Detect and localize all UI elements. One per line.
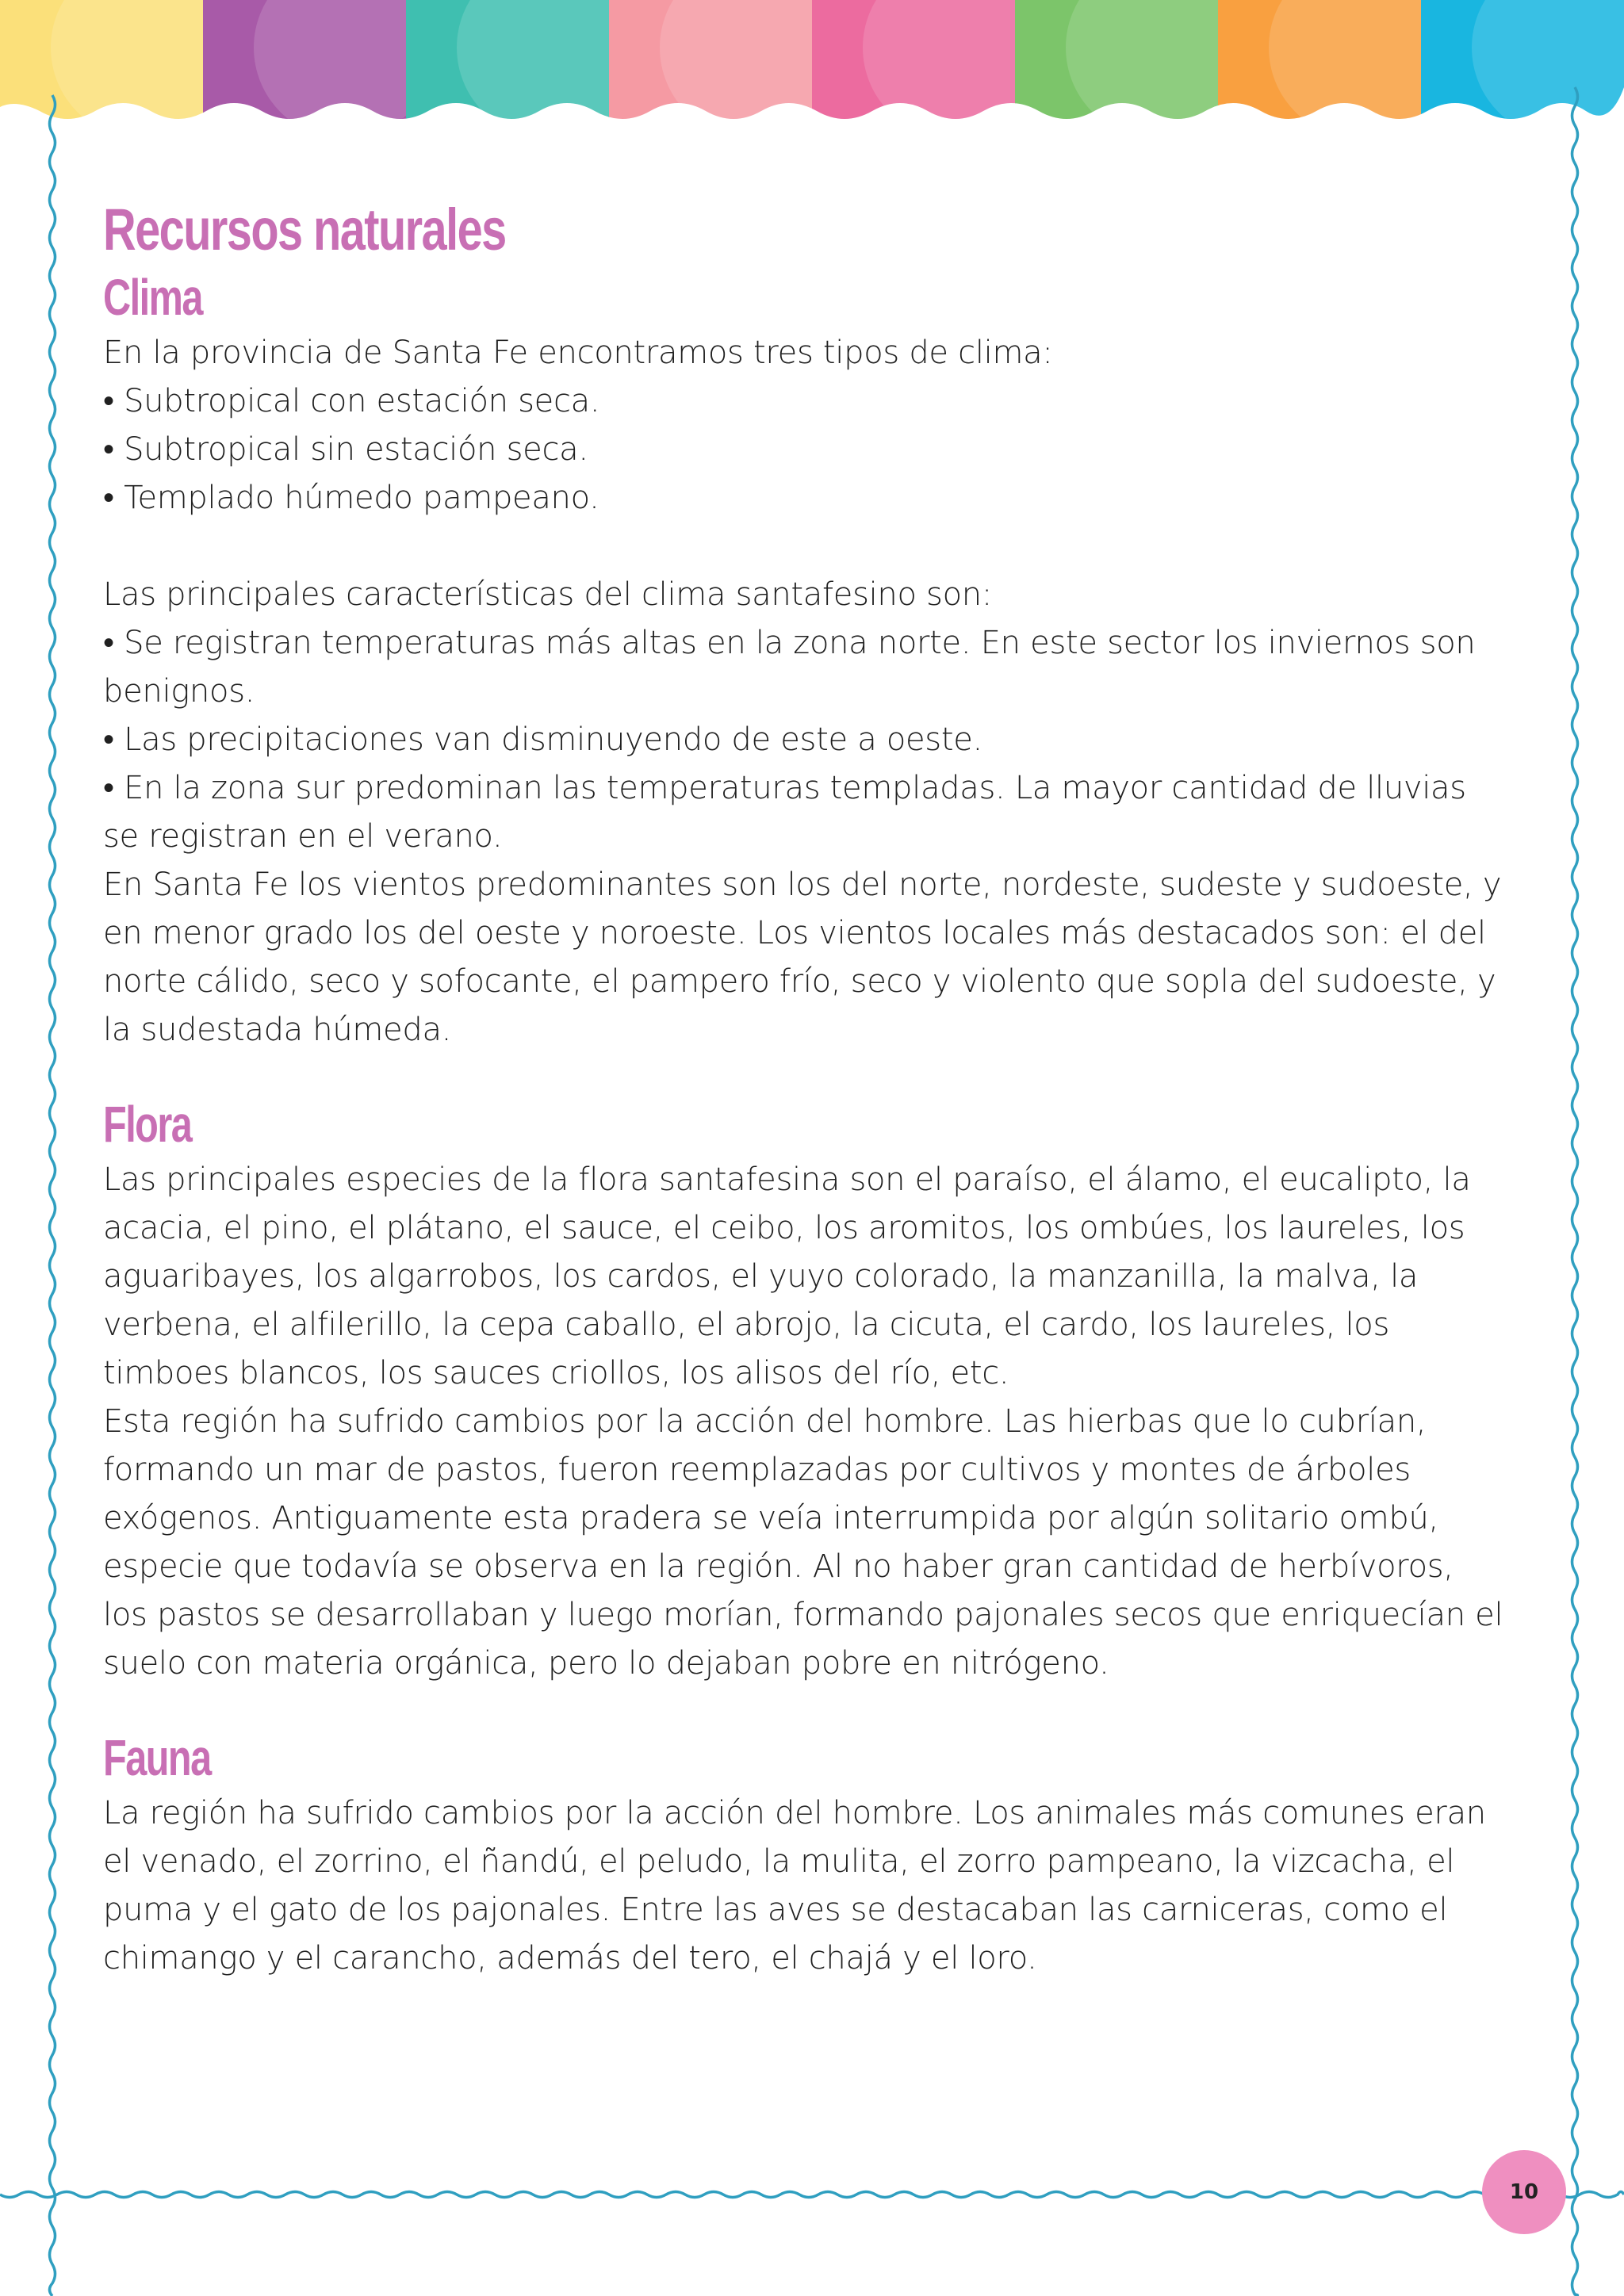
flora-species-paragraph: Las principales especies de la flora santafesina son el paraíso, el álamo, el eucalipto, la acacia, el pino, el plátano, el sauce, el ceibo, los aromitos, los ombúes, los laureles, los aguaribayes, los algarrobos, los cardos, el yuyo colorado, la manzanilla, la malva, la verbena, el alfilerillo, la cepa caballo, el abrojo, la cicuta, el cardo, los laureles, los timboes blancos, los sauces criollos, los alisos del río, etc. bbox=[103, 1161, 1471, 1391]
clima-characteristic-item: • Se registran temperaturas más altas en la zona norte. En este sector los inviernos son benignos. bbox=[103, 625, 1476, 710]
page-title: Recursos naturales bbox=[103, 197, 506, 262]
section-clima bbox=[103, 266, 1507, 1054]
section-flora bbox=[103, 1093, 1507, 1688]
clima-type-item: • Subtropical con estación seca. bbox=[103, 383, 600, 419]
clima-type-item: • Subtropical sin estación seca. bbox=[103, 431, 588, 468]
clima-type-item: • Templado húmedo pampeano. bbox=[103, 480, 599, 516]
clima-intro: En la provincia de Santa Fe encontramos tres tipos de clima: bbox=[103, 335, 1053, 371]
clima-characteristics-intro: Las principales características del clima santafesino son: bbox=[103, 576, 992, 613]
page-content bbox=[103, 194, 1507, 2021]
flora-changes-paragraph: Esta región ha sufrido cambios por la acción del hombre. Las hierbas que lo cubrían, formando un mar de pastos, fueron reemplazadas por cultivos y montes de árboles exógenos. Antiguamente esta pradera se veía interrumpida por algún solitario ombú, especie que todavía se observa en la región. Al no haber gran cantidad de herbívoros, los pastos se desarrollaban y luego morían, formando pajonales secos que enriquecían el suelo con materia orgánica, pero lo dejaban pobre en nitrógeno. bbox=[103, 1403, 1503, 1682]
page-number: 10 bbox=[1509, 2180, 1539, 2204]
clima-characteristic-item: • En la zona sur predominan las temperaturas templadas. La mayor cantidad de lluvias se registran en el verano. bbox=[103, 770, 1466, 855]
clima-winds-paragraph: En Santa Fe los vientos predominantes son los del norte, nordeste, sudeste y sudoeste, y en menor grado los del oeste y noroeste. Los vientos locales más destacados son: el del norte cálido, seco y sofocante, el pampero frío, seco y violento que sopla del sudoeste, y la sudestada húmeda. bbox=[103, 867, 1502, 1048]
section-title-fauna: Fauna bbox=[103, 1729, 211, 1786]
clima-characteristic-item: • Las precipitaciones van disminuyendo de este a oeste. bbox=[103, 721, 982, 758]
top-color-band bbox=[0, 0, 1624, 127]
page-number-badge bbox=[1482, 2150, 1566, 2234]
color-band-graphic bbox=[0, 0, 1624, 127]
section-title-clima: Clima bbox=[103, 269, 202, 326]
section-title-flora: Flora bbox=[103, 1096, 192, 1153]
section-fauna bbox=[103, 1726, 1507, 1983]
stripe-highlight bbox=[1472, 0, 1624, 127]
fauna-paragraph: La región ha sufrido cambios por la acción del hombre. Los animales más comunes eran el venado, el zorrino, el ñandú, el peludo, la mulita, el zorro pampeano, la vizcacha, el puma y el gato de los pajonales. Entre las aves se destacaban las carniceras, como el chimango y el carancho, además del tero, el chajá y el loro. bbox=[103, 1795, 1486, 1976]
